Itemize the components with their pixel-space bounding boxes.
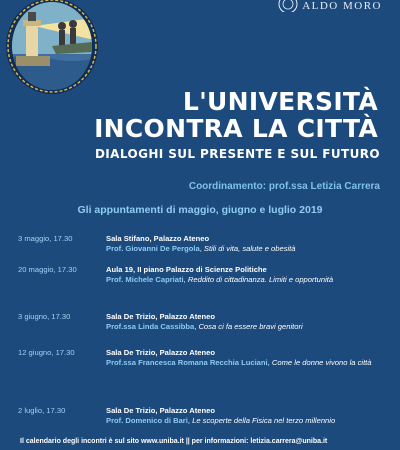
poster-subtitle: DIALOGHI SUL PRESENTE E SUL FUTURO	[94, 147, 380, 161]
university-seal-icon	[278, 0, 298, 12]
footer-info: Il calendario degli incontri è sul sito www.uniba.it || per informazioni: letizia.carrera@uniba.it	[20, 438, 328, 445]
event-venue: Aula 19, II piano Palazzo di Scienze Politiche	[106, 265, 267, 274]
event-speaker: Prof.ssa Linda Cassibba	[106, 322, 195, 331]
poster-title	[94, 88, 378, 142]
event-topic: Reddito di cittadinanza. Limiti e opportunità	[187, 275, 334, 284]
event-date: 2 luglio, 17.30	[18, 406, 66, 415]
event-venue: Sala De Trizio, Palazzo Ateneo	[106, 406, 216, 415]
event-date: 3 giugno, 17.30	[18, 312, 71, 321]
event-date: 20 maggio, 17.30	[18, 265, 77, 274]
title-line-1: L'UNIVERSITÀ	[182, 87, 378, 116]
event-venue: Sala De Trizio, Palazzo Ateneo	[106, 348, 216, 357]
event-date: 12 giugno, 17.30	[18, 348, 75, 357]
title-line-2: INCONTRA LA CITTÀ	[94, 114, 378, 143]
lighthouse-emblem-icon	[4, 0, 100, 94]
event-speaker: Prof. Michele Capriati	[106, 275, 184, 284]
event-date: 3 maggio, 17.30	[18, 234, 73, 243]
event-topic: Cosa ci fa essere bravi genitori	[198, 322, 303, 331]
event-topic: Stili di vita, salute e obesità	[203, 244, 296, 253]
event-topic: Le scoperte della Fisica nel terzo millennio	[192, 416, 336, 425]
coordination-credit: Coordinamento: prof.ssa Letizia Carrera	[188, 181, 380, 192]
university-logo	[278, 0, 382, 12]
event-speaker: Prof. Domenico di Bari	[106, 416, 188, 425]
event-venue: Sala De Trizio, Palazzo Ateneo	[106, 312, 216, 321]
event-venue: Sala Stifano, Palazzo Ateneo	[106, 234, 210, 243]
university-name: ALDO MORO	[302, 0, 382, 12]
event-speaker: Prof.ssa Francesca Romana Recchia Luciani	[106, 358, 268, 367]
event-topic: Come le donne vivono la città	[271, 358, 372, 367]
event-speaker: Prof. Giovanni De Pergola	[106, 244, 200, 253]
appointments-heading: Gli appuntamenti di maggio, giugno e luglio 2019	[77, 204, 323, 216]
event-poster: ALDO MORO L'UNIVERSITÀ INCONTRA LA CITTÀ DIALOGHI SUL PRESENTE E SUL FUTURO Coordinamento: prof.ssa Letizia Carrera Gli appuntamenti di maggio, giugno e luglio 2019 3 maggio, 17.30 Sala Stifano, Palazzo Ateneo Prof. Giovanni De Pergola, Stili di vita, salute e obesità 20 maggio, 17.30 Aula 19, II piano Palazzo di Scienze Politiche Prof. Michele Capriati, Reddito di cittadinanza. Limiti e opportunità 3 giugno, 17.30 Sala De Trizio, Palazzo Ateneo Prof.ssa Linda Cassibba, Cosa ci fa essere bravi genitori 12 giugno, 17.30 Sala De Trizio, Palazzo Ateneo Prof.ssa Francesca Romana Recchia Luciani, Come le donne vivono la città 2 luglio, 17.30 Sala De Trizio, Palazzo Ateneo Prof. Domenico di Bari, Le scoperte della Fisica nel terzo millennio Il calendario degli incontri è sul sito www.uniba.it || per informazioni: letizia.carrera@uniba.it	[0, 0, 400, 450]
